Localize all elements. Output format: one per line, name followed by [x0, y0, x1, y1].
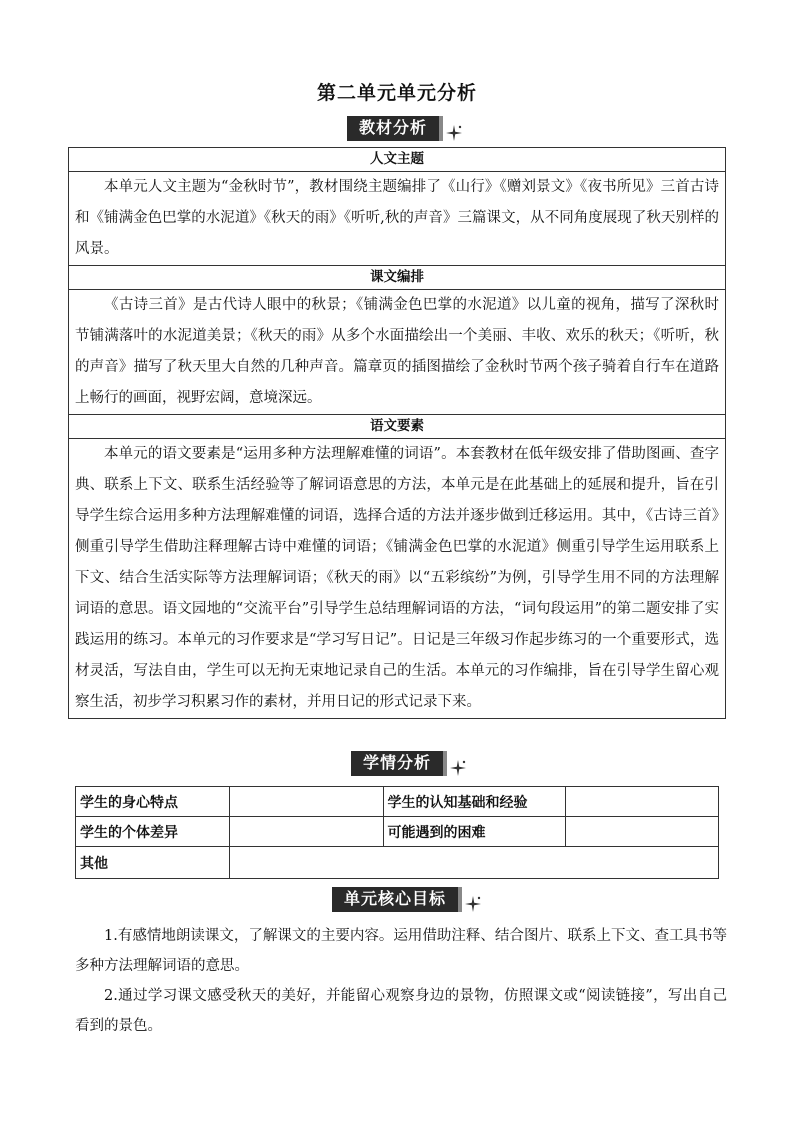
student-analysis-table [75, 786, 719, 879]
value-cognitive-basis[interactable] [566, 787, 719, 817]
value-other[interactable] [229, 847, 718, 879]
label-other: 其他 [76, 847, 230, 879]
section-label-text: 教材分析 [347, 116, 443, 141]
table-header-theme: 人文主题 [69, 148, 726, 172]
goal-item: 2.通过学习课文感受秋天的美好，并能留心观察身边的景物，仿照课文或“阅读链接”，写出自己看到的景色。 [75, 988, 727, 1034]
table-header-language-elements: 语文要素 [69, 415, 726, 439]
label-physical-mental: 学生的身心特点 [76, 787, 230, 817]
sparkle-icon [464, 895, 482, 913]
table-cell-arrangement: 《古诗三首》是古代诗人眼中的秋景；《铺满金色巴掌的水泥道》以儿童的视角，描写了深秋时节铺满落叶的水泥道美景；《秋天的雨》从多个水面描绘出一个美丽、丰收、欢乐的秋天；《听听，秋的声音》描写了秋天里大自然的几种声音。篇章页的插图描绘了金秋时节两个孩子骑着自行车在道路上畅行的画面，视野宏阔，意境深远。 [69, 290, 726, 415]
sparkle-icon [445, 124, 463, 142]
section-label-textbook-analysis [347, 114, 463, 142]
table-cell-language-elements: 本单元的语文要素是“运用多种方法理解难懂的词语”。本套教材在低年级安排了借助图画、查字典、联系上下文、联系生活经验等了解词语意思的方法，本单元是在此基础上的延展和提升，旨在引导学生综合运用多种方法理解难懂的词语，选择合适的方法并逐步做到迁移运用。其中，《古诗三首》侧重引导学生借助注释理解古诗中难懂的词语；《铺满金色巴掌的水泥道》侧重引导学生运用联系上下文、结合生活实际等方法理解词语；《秋天的雨》以“五彩缤纷”为例，引导学生用不同的方法理解词语的意思。语文园地的“交流平台”引导学生总结理解词语的方法，“词句段运用”的第二题安排了实践运用的练习。本单元的习作要求是“学习写日记”。日记是三年级习作起步练习的一个重要形式，选材灵活，写法自由，学生可以无拘无束地记录自己的生活。本单元的习作编排，旨在引导学生留心观察生活，初步学习积累习作的素材，并用日记的形式记录下来。 [69, 439, 726, 719]
value-physical-mental[interactable] [229, 787, 383, 817]
section-label-text: 学情分析 [351, 751, 447, 776]
page-title: 第二单元单元分析 [316, 82, 477, 104]
textbook-analysis-table [68, 147, 726, 719]
label-possible-difficulties: 可能遇到的困难 [383, 817, 566, 847]
value-possible-difficulties[interactable] [566, 817, 719, 847]
section-label-student-analysis [351, 749, 467, 777]
label-individual-differences: 学生的个体差异 [76, 817, 230, 847]
section-label-text: 单元核心目标 [332, 887, 462, 912]
sparkle-icon [449, 759, 467, 777]
table-cell-theme: 本单元人文主题为“金秋时节”，教材围绕主题编排了《山行》《赠刘景文》《夜书所见》三首古诗和《铺满金色巴掌的水泥道》《秋天的雨》《听听,秋的声音》三篇课文，从不同角度展现了秋天别样的风景。 [69, 172, 726, 266]
unit-goals-list [75, 921, 727, 1041]
table-header-arrangement: 课文编排 [69, 266, 726, 290]
label-cognitive-basis: 学生的认知基础和经验 [383, 787, 566, 817]
section-label-unit-goals [332, 885, 482, 913]
value-individual-differences[interactable] [229, 817, 383, 847]
goal-item: 1.有感情地朗读课文，了解课文的主要内容。运用借助注释、结合图片、联系上下文、查工具书等多种方法理解词语的意思。 [75, 928, 727, 974]
